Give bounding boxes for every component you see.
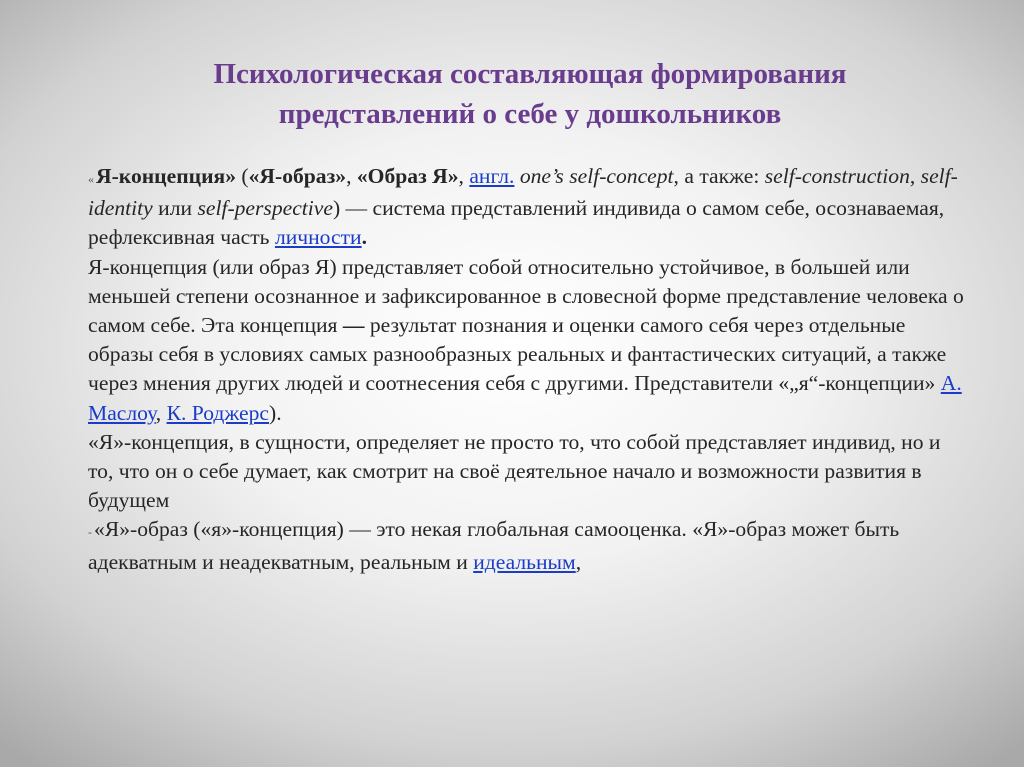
text-fragment: , [575,549,582,574]
bullet-mark: « [88,172,94,186]
paragraph-self-image [88,515,968,576]
link-ideal[interactable]: идеальным [473,549,576,574]
text-fragment: ( [236,164,249,188]
paragraph-description [88,253,968,428]
slide-title-line-1: Психологическая составляющая формирования [213,58,847,90]
em-dash: — [342,313,365,338]
text-fragment: , [458,164,470,188]
term-self-concept: Я-концепция» [96,164,237,188]
text-fragment: Я-концепция (или образ Я) представляет собой относительно устойчивое, в большей или меньшей степени осознанное и зафиксированное в словесной форме представление человека о самом себе. Эта концепция [88,254,964,338]
text-fragment: , [346,164,357,188]
link-rogers[interactable]: К. Роджерс [166,400,269,425]
link-personality[interactable]: личности [274,225,362,250]
term-self-image: «Я-образ» [248,164,347,188]
text-fragment: «Я»-образ («я»-концепция) — это некая глобальная самооценка. «Я»-образ может быть адекватным и неадекватным, реальным и [88,517,900,574]
text-fragment: , а также: [673,164,765,188]
term-self-construction: self-construction [764,164,910,188]
link-english[interactable]: англ. [469,164,515,188]
link-maslow[interactable]: А. Маслоу [88,371,962,425]
text-fragment: , [909,164,921,188]
paragraph-definition [88,162,968,253]
slide-title [60,54,1000,134]
term-image-self: «Образ Я» [356,164,459,188]
term-self-perspective: self-perspective [197,196,333,221]
bullet-mark: - [88,525,92,540]
slide-body [88,162,968,577]
term-english-self-concept: one’s self-concept [519,164,674,188]
text-fragment: ). [269,400,282,425]
text-fragment: , [155,400,167,425]
text-fragment: . [361,225,368,250]
slide-title-line-2: представлений о себе у дошкольников [278,98,782,130]
text-fragment: ) — система представлений индивида о самом себе, осознаваемая, рефлексивная часть [88,196,945,250]
text-fragment: или [152,196,198,221]
paragraph-essence: «Я»-концепция, в сущности, определяет не просто то, что собой представляет индивид, но и то, что он о себе думает, как смотрит на своё деятельное начало и возможности развития в будущем [88,429,941,513]
text-fragment: результат познания и оценки самого себя через отдельные образы себя в условиях самых разнообразных реальных и фантастических ситуаций, а также через мнения других людей и соотнесения себя с другими. Представители «„я“-концепции» [88,313,947,396]
term-self-identity: self-identity [88,164,958,221]
